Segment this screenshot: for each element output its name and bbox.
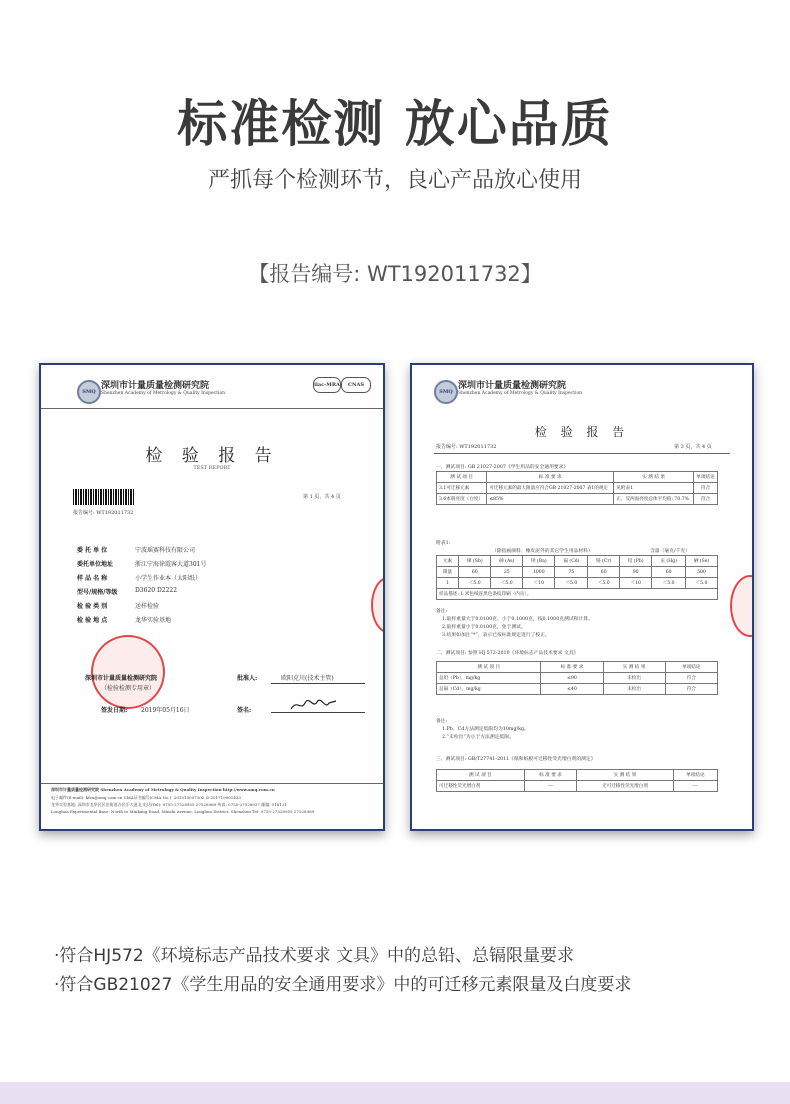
- table-cell: 3.6本册亮度（白度）: [437, 494, 487, 505]
- table-header: 铅 (Pb): [620, 556, 652, 567]
- table-header: 铬 (Cr): [588, 556, 620, 567]
- bottom-color-band: [0, 1082, 790, 1104]
- table-header: 标 准 要 求: [524, 770, 577, 781]
- table-cell: 500: [685, 567, 717, 578]
- table-cell: ----: [673, 781, 717, 792]
- approver-line: [271, 683, 365, 684]
- table-header: 标 准 要 求: [487, 472, 614, 483]
- table-cell: 未检出: [603, 684, 665, 695]
- table-cell: 60: [459, 567, 491, 578]
- table-cell: ≤85%: [487, 494, 614, 505]
- section-title: 三、测试项目: GB/T27741-2011《纸和纸板可迁移性荧光增白剂的测定》: [436, 757, 596, 762]
- institute-logo: SMQ: [77, 380, 101, 404]
- field-label: 型号/规格/等级: [77, 589, 118, 596]
- field-value: 龙华实验基地: [135, 617, 172, 624]
- issuer-note: （检验检测专用章）: [101, 685, 156, 692]
- report-number-small: 报告编号: WT192011732: [436, 444, 497, 450]
- approver-label: 批准人:: [237, 675, 258, 682]
- table-cell: 3.1可迁移元素: [437, 483, 487, 494]
- report-results-page[interactable]: [410, 363, 754, 831]
- table-header: 实 测 结 果: [603, 662, 665, 673]
- issuer-name: 深圳市计量质量检测研究院: [85, 675, 158, 682]
- institute-name-en: Shenzhen Academy of Metrology & Quality Inspection: [458, 391, 583, 396]
- report-title: 检 验 报 告: [534, 425, 630, 439]
- table-cell: ≤40: [541, 684, 603, 695]
- field-value: 小学生作业本（太阳纸）: [135, 575, 202, 582]
- cnas-mark: CNAS: [341, 377, 371, 393]
- ilac-mark: ilac-MRA: [313, 377, 341, 393]
- note-line: 3.结果如加注“*”，表示已按标准规定进行了校正。: [442, 633, 550, 638]
- table-cell: ≤90: [541, 673, 603, 684]
- report-title-en: TEST REPORT: [193, 465, 231, 471]
- page-headline: 标准检测 放心品质: [177, 95, 613, 153]
- test-table-3: [436, 769, 718, 792]
- institute-name-en: Shenzhen Academy of Metrology & Quality Inspection: [101, 391, 226, 396]
- table-cell: ＜10: [620, 578, 652, 589]
- table-header: 单项结论: [673, 770, 717, 781]
- page-indicator: 第 3 页，共 4 页: [674, 444, 712, 450]
- barcode: [73, 489, 135, 505]
- report-number: 【报告编号: WT192011732】: [248, 262, 542, 286]
- field-value: 浙江宁海徐霞客大道301号: [135, 561, 207, 568]
- table-cell: 60: [652, 567, 686, 578]
- annex-caption: （除指画颜料、橡皮泥外的其它学生用品材料）: [492, 549, 593, 554]
- note-line: 备注:: [436, 719, 448, 724]
- report-title: 检 验 报 告: [145, 446, 279, 466]
- handwritten-signature: [289, 697, 339, 713]
- annex-label: 附表1:: [436, 541, 451, 546]
- compliance-list: [54, 942, 774, 1000]
- table-cell: 25: [491, 567, 523, 578]
- date-label: 签发日期:: [101, 707, 128, 714]
- table-header: 硒 (Se): [685, 556, 717, 567]
- list-item: ·符合GB21027《学生用品的安全通用要求》中的可迁移元素限量及白度要求: [54, 975, 632, 995]
- signature-line: [271, 712, 365, 713]
- header-divider: [41, 408, 383, 409]
- field-value: 宁波瑶赛科技有限公司: [135, 547, 196, 554]
- field-label: 委 托 单 位: [77, 547, 108, 554]
- sign-label: 签名:: [237, 707, 252, 714]
- institute-name-cn: 深圳市计量质量检测研究院: [101, 381, 210, 391]
- test-table-2: [436, 661, 718, 695]
- table-header: 砷 (As): [491, 556, 523, 567]
- table-cell: 符合: [693, 494, 717, 505]
- table-cell: ＜5.0: [555, 578, 588, 589]
- table-cell: 正、反两面亮度总体平均值: 70.7%: [614, 494, 694, 505]
- table-cell: 符合: [665, 684, 717, 695]
- field-label: 样 品 名 称: [77, 575, 108, 582]
- table-cell: 总铅（Pb），mg/kg: [437, 673, 541, 684]
- table-header: 实 测 结 果: [577, 770, 673, 781]
- table-cell: ＜5.0: [652, 578, 686, 589]
- approver-name: 欧阳克川(技术主管): [281, 675, 334, 682]
- table-cell: ＜5.0: [459, 578, 491, 589]
- table-cell: 限量: [437, 567, 459, 578]
- field-value: 送样检验: [135, 603, 160, 610]
- table-cell: 见附表1: [614, 483, 694, 494]
- note-line: 备注:: [436, 609, 448, 614]
- table-header: 钡 (Ba): [523, 556, 555, 567]
- list-item: ·符合HJ572《环境标志产品技术要求 文具》中的总铅、总镉限量要求: [54, 946, 575, 966]
- note-line: 2.“未检出”为小于方法测定低限。: [442, 735, 514, 740]
- note-line: 1.取样重量大于0.0100克、小于0.1000克，按0.1000克测试和计算。: [442, 617, 593, 622]
- table-header: 单项结论: [693, 472, 717, 483]
- note-line: 2.取样重量小于0.0100克，免于测试。: [442, 625, 526, 630]
- report-cover-page[interactable]: [39, 363, 385, 831]
- field-label: 委托单位地址: [77, 561, 114, 568]
- table-cell: 未检出: [603, 673, 665, 684]
- table-cell: ＜5.0: [491, 578, 523, 589]
- field-label: 检 验 地 点: [77, 617, 108, 624]
- annex-unit: 含量（毫克/千克）: [650, 549, 690, 554]
- title-divider: [434, 453, 730, 454]
- page-indicator: 第 1 页，共 4 页: [303, 494, 341, 500]
- edge-seal: [371, 577, 385, 633]
- table-header: 测 试 项 目: [437, 472, 487, 483]
- page-subtitle: 严抓每个检测环节，良心产品放心使用: [207, 168, 582, 193]
- table-cell: ＜10: [523, 578, 555, 589]
- section-title: 二、测试项目: 参照 HJ 572-2010《环境标志产品技术要求 文具》: [436, 651, 579, 656]
- table-cell: ＜5.0: [588, 578, 620, 589]
- table-cell: ＜5.0: [685, 578, 717, 589]
- table-header: 锑 (Sb): [459, 556, 491, 567]
- edge-seal: [730, 575, 754, 637]
- table-cell: 无可迁移性荧光增白剂: [577, 781, 673, 792]
- field-value: D3620 D2222: [135, 587, 178, 594]
- table-header: 镉 (Cd): [555, 556, 588, 567]
- table-header: 单项结论: [665, 662, 717, 673]
- report-number-small: 报告编号: WT192011732: [73, 510, 134, 516]
- section-title: 一、测试项目: GB 21027-2007《学生用品的安全通用要求》: [436, 465, 569, 470]
- table-cell: 1: [437, 578, 459, 589]
- table-cell: 可迁移性荧光增白剂: [437, 781, 525, 792]
- table-header: 元素: [437, 556, 459, 567]
- table-cell: 60: [588, 567, 620, 578]
- issue-date: 2019年05月16日: [141, 707, 190, 714]
- table-cell: 总镉（Cd），mg/kg: [437, 684, 541, 695]
- table-cell: 75: [555, 567, 588, 578]
- institute-logo: SMQ: [434, 380, 458, 404]
- institute-name-cn: 深圳市计量质量检测研究院: [458, 381, 567, 391]
- footer-line: 龙华实验基地: 深圳市龙华区民治街道办民乐大道北 电话(Tel): 0755-27528955 27528969 传真: 0755-27528937 邮编: 518131: [51, 802, 288, 807]
- table-header: 测 试 项 目: [437, 662, 541, 673]
- table-header: 标 准 要 求: [541, 662, 603, 673]
- footer-line: 电子邮件(E-mail): kfzx@smq.com.cn CMA证书编号(CMA No.): 201519007302 & 201719001433: [51, 795, 241, 800]
- footer-line: Longhua Experimental Base: North to Minkang Road, Minzhi Avenue, Longhua District, Shenzhen Tel: 0755-27528955 27528969: [51, 809, 315, 814]
- table-cell: 90: [620, 567, 652, 578]
- table-cell: ----: [524, 781, 577, 792]
- test-table-1: [436, 471, 718, 505]
- note-line: 1.Pb、Cd方法测定低限均为10mg/kg。: [442, 727, 529, 732]
- sample-description: 样品描述: 1.米色纸连黑色条纹印刷（内页）。: [437, 589, 718, 600]
- table-header: 实 测 结 果: [614, 472, 694, 483]
- official-red-seal: [91, 635, 165, 709]
- footer-line: 深圳市计量质量检测研究院 Shenzhen Academy of Metrology & Quality Inspection http://www.smq.com.cn: [51, 787, 275, 792]
- table-cell: 可迁移元素的最大限量应符合GB 21027-2007 表1的规定: [487, 483, 614, 494]
- table-cell: 1000: [523, 567, 555, 578]
- table-header: 汞 (Hg): [652, 556, 686, 567]
- table-header: 测 试 项 目: [437, 770, 525, 781]
- element-limit-table: [436, 555, 718, 600]
- field-label: 检 验 类 别: [77, 603, 108, 610]
- table-cell: 符合: [665, 673, 717, 684]
- table-cell: 符合: [693, 483, 717, 494]
- footer-divider: [41, 783, 383, 784]
